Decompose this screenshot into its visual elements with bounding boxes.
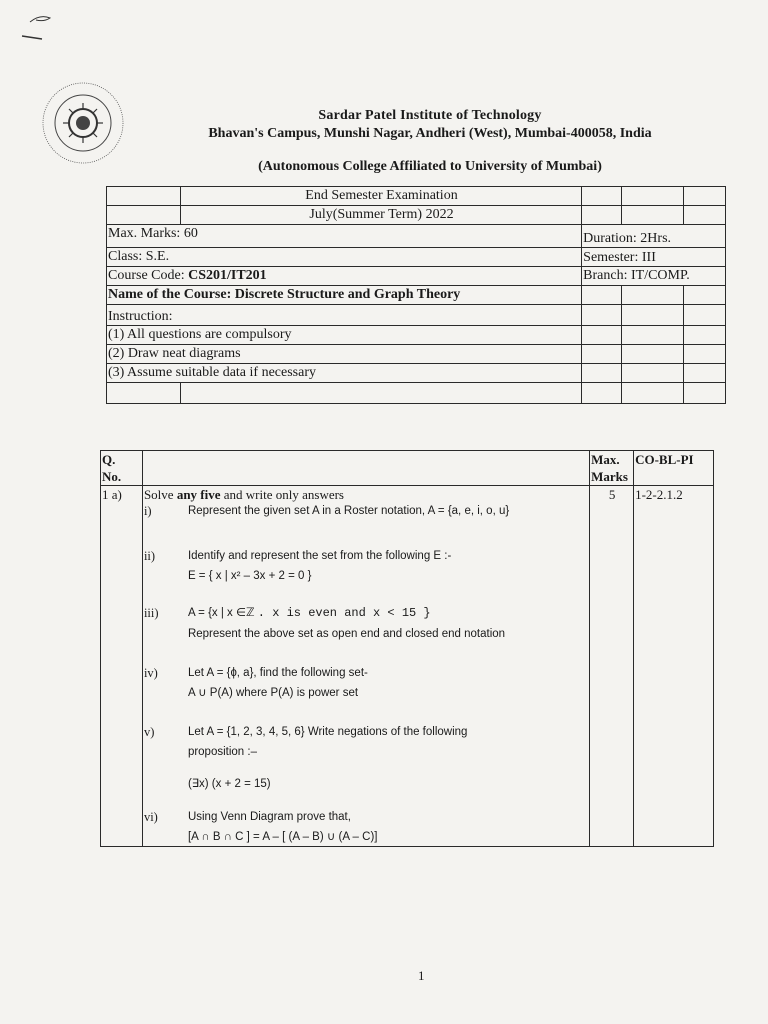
institute-address: Bhavan's Campus, Munshi Nagar, Andheri (West), Mumbai-400058, India — [208, 126, 652, 141]
max-marks: Max. Marks: 60 — [107, 225, 582, 248]
class-label: Class: S.E. — [107, 248, 582, 267]
semester: Semester: III — [582, 248, 726, 267]
pen-scribble — [18, 10, 68, 50]
course-name: Name of the Course: Discrete Structure and Graph Theory — [107, 286, 582, 305]
institute-affiliation: (Autonomous College Affiliated to University of Mumbai) — [258, 159, 602, 174]
question-body — [142, 486, 589, 847]
exam-details-table — [106, 186, 726, 404]
question-instruction: Solve any five and write only answers — [143, 487, 344, 502]
page-number: 1 — [418, 968, 425, 983]
question-marks: 5 — [590, 486, 634, 847]
question-number: 1 a) — [101, 486, 143, 847]
list-item: vi) Using Venn Diagram prove that, [A ∩ B ∩ C ] = A – [ (A – B) ∪ (A – C)] — [143, 810, 378, 843]
institute-seal-logo — [38, 78, 128, 168]
instruction-2: (2) Draw neat diagrams — [107, 345, 582, 364]
exam-term: July(Summer Term) 2022 — [180, 206, 581, 225]
instruction-heading: Instruction: — [107, 305, 582, 326]
duration: Duration: 2Hrs. — [582, 225, 726, 248]
marks-header: Max. Marks — [590, 451, 634, 486]
list-item: iii) A = {x | x ∈ℤ . x is even and x < 15 } Represent the above set as open end and closed end notation — [143, 606, 506, 640]
institute-name: Sardar Patel Institute of Technology — [318, 108, 542, 123]
branch: Branch: IT/COMP. — [582, 267, 726, 286]
questions-table — [100, 450, 714, 847]
instruction-1: (1) All questions are compulsory — [107, 326, 582, 345]
list-item: v) Let A = {1, 2, 3, 4, 5, 6} Write negations of the following proposition :– (∃x) (x + 2 = 15) — [143, 725, 468, 790]
instruction-3: (3) Assume suitable data if necessary — [107, 364, 582, 383]
co-header: CO-BL-PI — [634, 451, 714, 486]
list-item: i) Represent the given set A in a Roster notation, A = {a, e, i, o, u} — [143, 504, 510, 518]
qno-header: Q. No. — [101, 451, 143, 486]
exam-title: End Semester Examination — [180, 187, 581, 206]
list-item: iv) Let A = {ɸ, a}, find the following set- A ∪ P(A) where P(A) is power set — [143, 666, 368, 699]
list-item: ii) Identify and represent the set from the following E :- E = { x | x² – 3x + 2 = 0 } — [143, 549, 452, 582]
institute-header — [170, 108, 690, 175]
question-co: 1-2-2.1.2 — [634, 486, 714, 847]
course-code: Course Code: CS201/IT201 — [107, 267, 582, 286]
